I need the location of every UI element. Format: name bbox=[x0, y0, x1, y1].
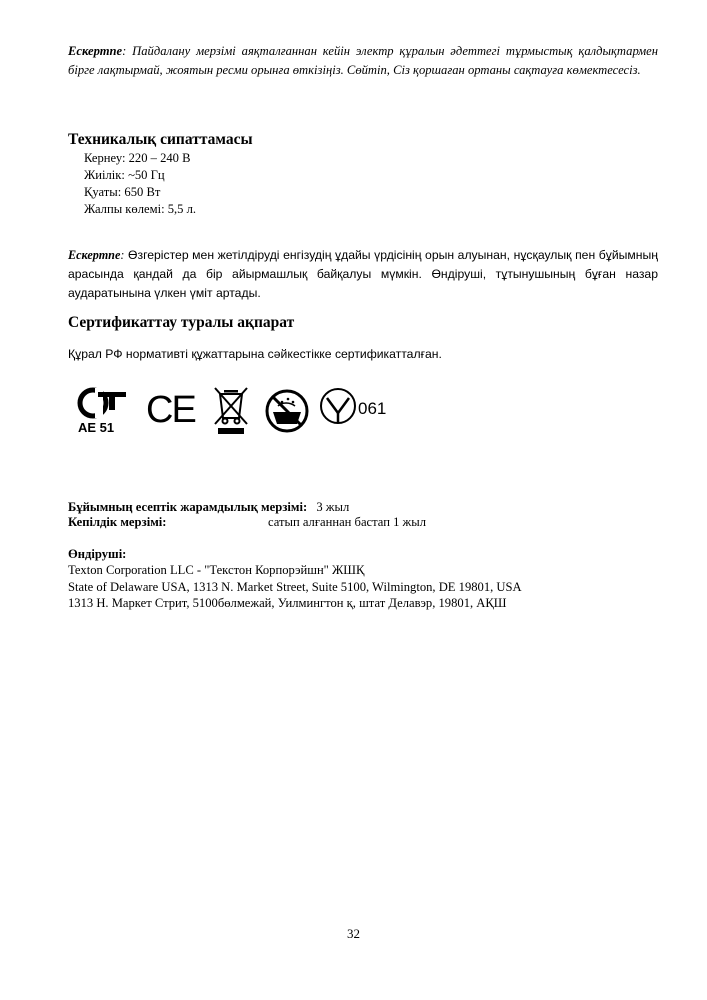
ce-mark-icon bbox=[146, 389, 195, 431]
changes-note bbox=[68, 246, 658, 303]
service-life-row bbox=[68, 499, 349, 515]
changes-note-colon: : bbox=[120, 248, 125, 262]
manufacturer-line-2: State of Delaware USA, 1313 N. Market Street, Suite 5100, Wilmington, DE 19801, USA bbox=[68, 580, 522, 594]
warranty-label: Кепілдік мерзімі: bbox=[68, 515, 167, 529]
spec-voltage: Кернеу: 220 – 240 В bbox=[84, 151, 191, 165]
certification-marks bbox=[68, 380, 448, 440]
certification-heading: Сертификаттау туралы ақпарат bbox=[68, 314, 295, 331]
disposal-note-label: Ескертпе bbox=[68, 44, 123, 58]
service-life-value: 3 жыл bbox=[316, 500, 350, 514]
certification-text: Құрал РФ нормативті құжаттарына сәйкестікке сертификатталған. bbox=[68, 347, 442, 361]
service-life-label: Бұйымның есептік жарамдылық мерзімі: bbox=[68, 500, 308, 514]
disposal-note bbox=[68, 42, 658, 80]
page-number: 32 bbox=[347, 926, 360, 941]
manufacturer-label: Өндіруші: bbox=[68, 547, 127, 561]
changes-note-label: Ескертпе bbox=[68, 248, 121, 262]
pct-code: АЕ 51 bbox=[78, 420, 115, 435]
disposal-note-text: : Пайдалану мерзімі аяқталғаннан кейін электр құралын әдеттегі тұрмыстық қалдықтармен бірге лақтырмай, жоятын ресми орынға өткізіңіз. Сөйтіп, Сіз қоршаған ортаны сақтауға көмектесесіз. bbox=[68, 44, 658, 77]
no-dishwasher-icon bbox=[267, 391, 307, 431]
spec-volume: Жалпы көлемі: 5,5 л. bbox=[84, 202, 197, 216]
spec-frequency: Жиілік: ~50 Гц bbox=[84, 168, 165, 182]
pct-mark-icon bbox=[78, 388, 126, 435]
weee-bin-icon bbox=[215, 388, 247, 434]
warranty-value: сатып алғаннан бастап 1 жыл bbox=[268, 515, 427, 529]
spec-power: Қуаты: 650 Вт bbox=[84, 185, 161, 199]
tech-specs-heading: Техникалық сипаттамасы bbox=[68, 131, 253, 148]
changes-note-text: Өзгерістер мен жетілдіруді енгізудің ұдайы үрдісінің орын алуынан, нұсқаулық пен бұйымның арасында қандай да бір айырмашлық байқалуы мүмкін. Өндіруші, тұтынушының бұған назар аударатынына үлкен үміт артады. bbox=[68, 248, 658, 300]
ce-letters: CE bbox=[146, 389, 195, 431]
conformity-mark-icon bbox=[321, 389, 386, 423]
conformity-code: 061 bbox=[358, 399, 387, 418]
manufacturer-line-3: 1313 Н. Маркет Стрит, 5100бөлмежай, Уилмингтон қ, штат Делавэр, 19801, АҚШ bbox=[68, 596, 507, 610]
manufacturer-line-1: Texton Corporation LLC - "Текстон Корпорэйшн" ЖШҚ bbox=[68, 563, 365, 577]
warranty-row bbox=[68, 514, 426, 530]
